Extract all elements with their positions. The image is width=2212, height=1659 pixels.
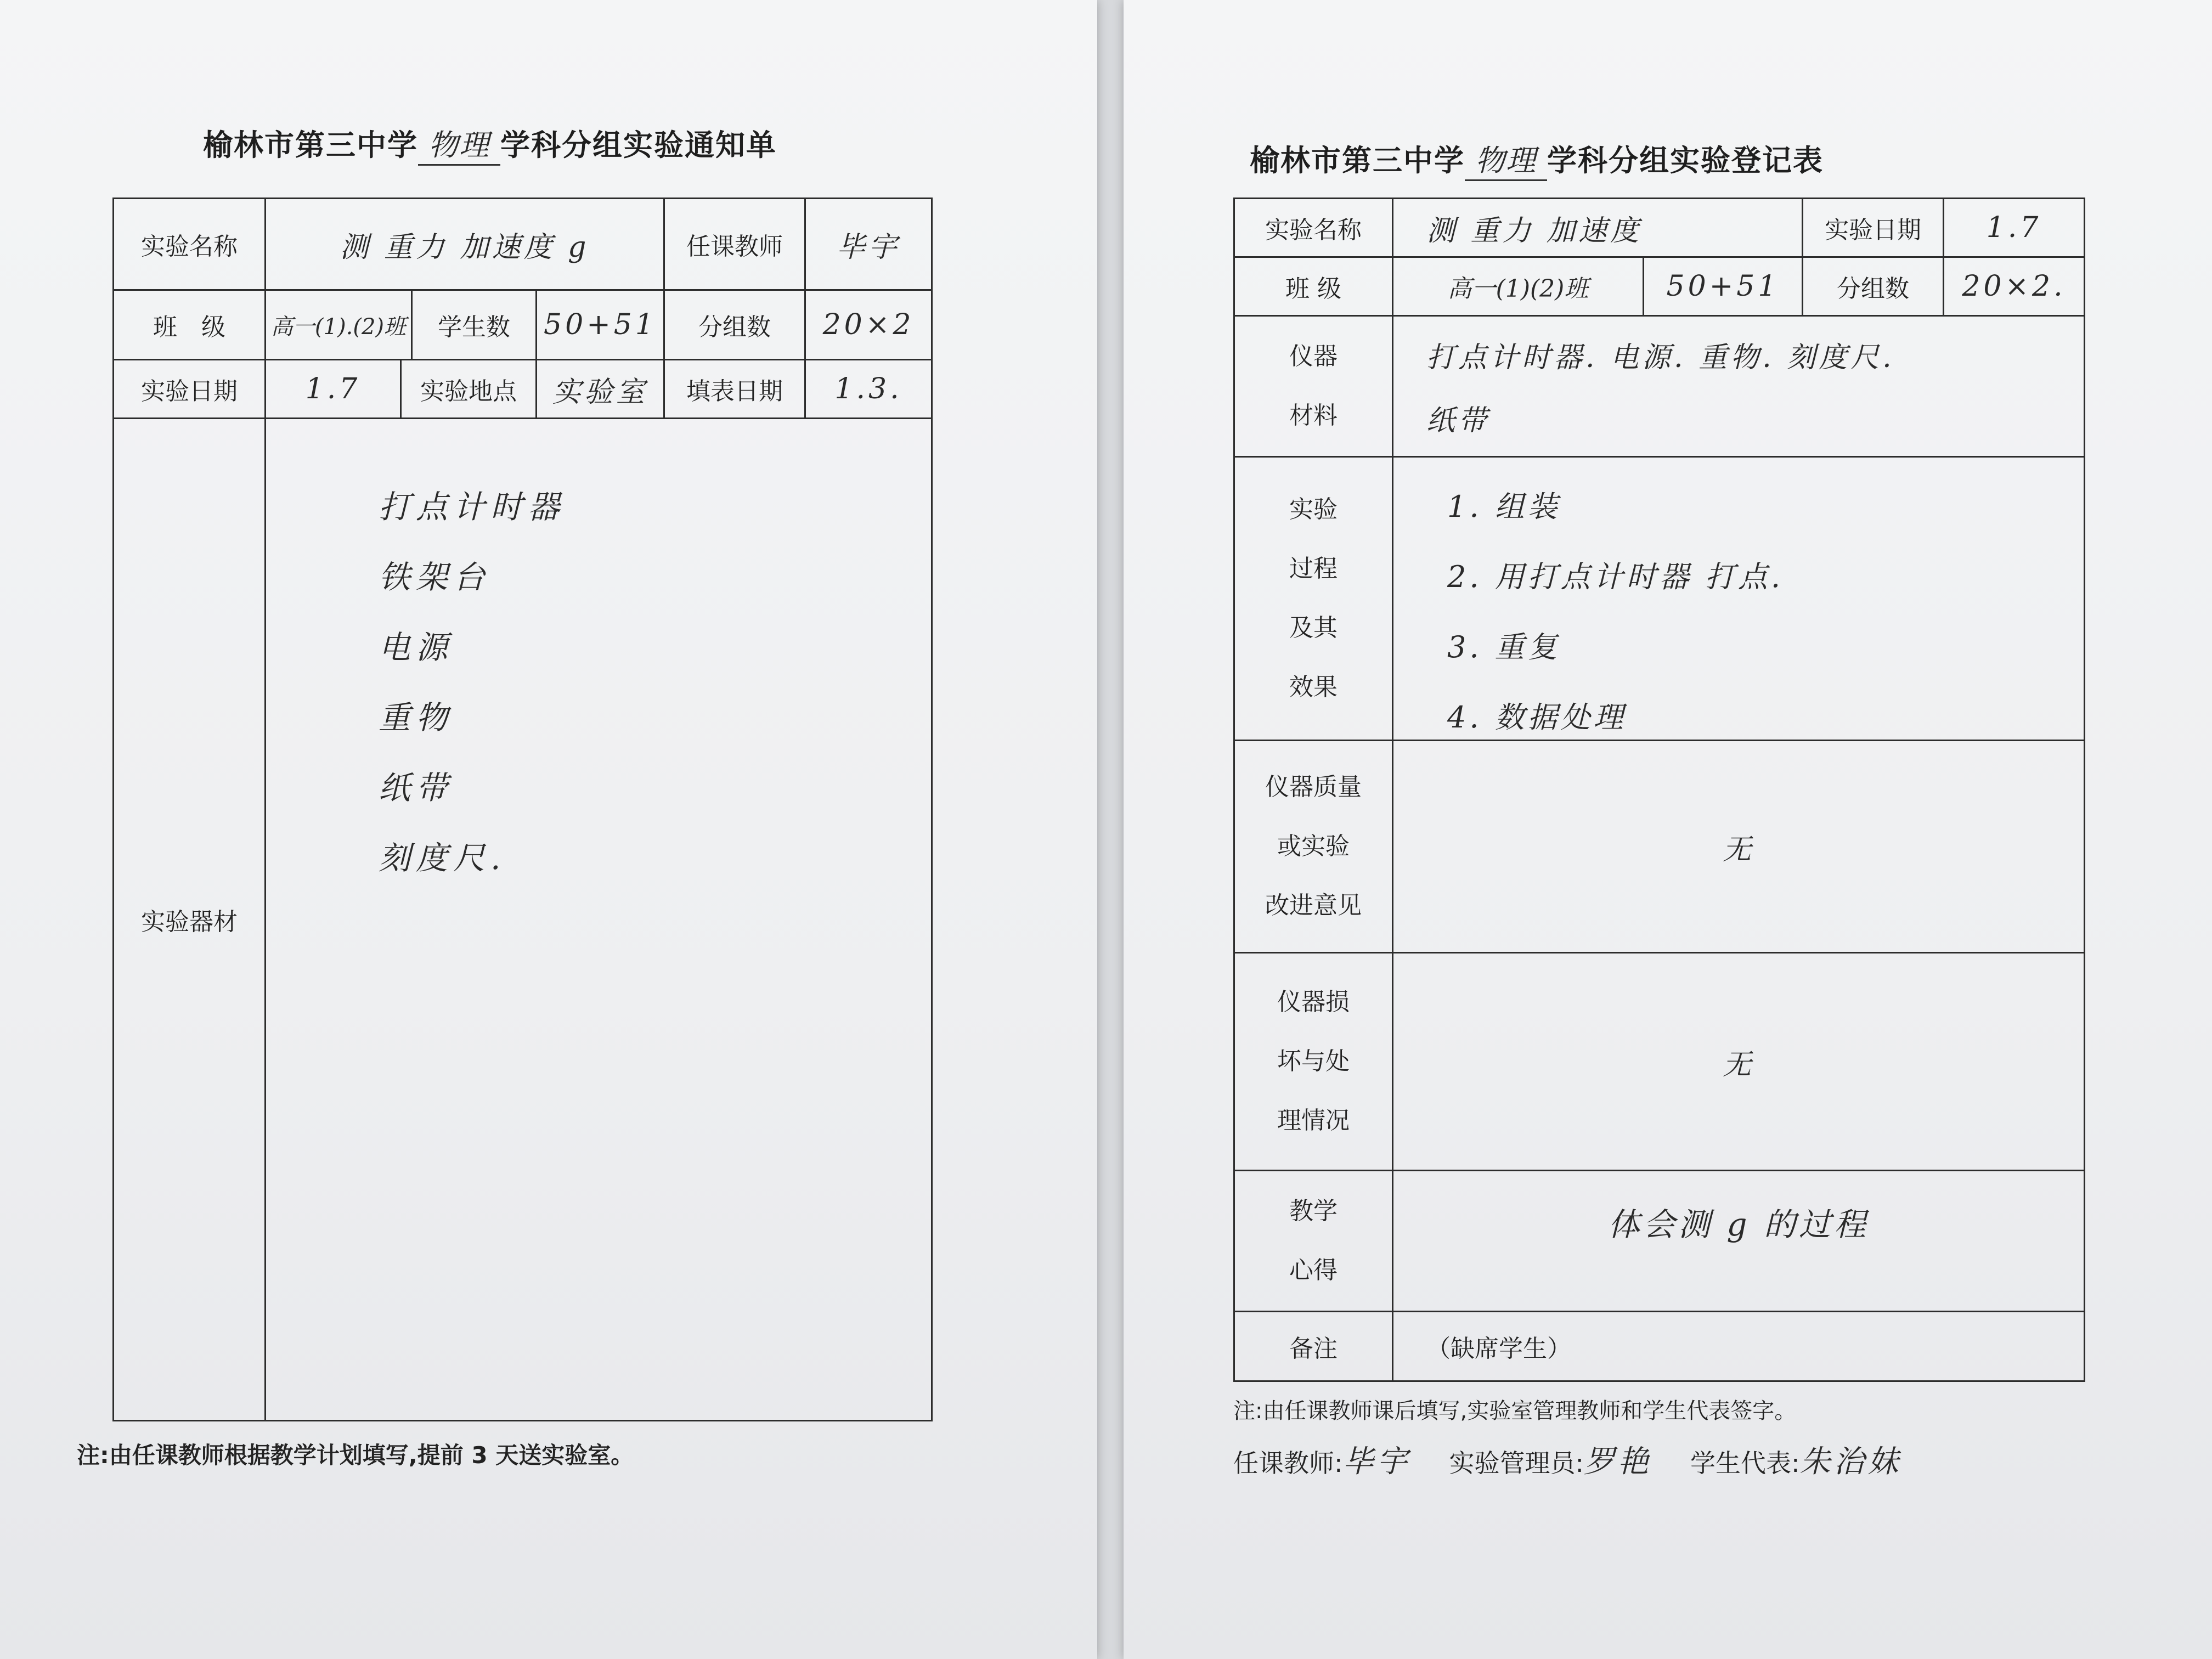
title-suffix: 学科分组实验通知单 bbox=[500, 128, 777, 162]
value-group-count: 20×2. bbox=[1943, 256, 2085, 317]
process-step: 1. 组装 bbox=[1447, 489, 1561, 524]
equipment-list bbox=[379, 472, 565, 893]
label-class: 班 级 bbox=[112, 289, 266, 360]
notification-title bbox=[203, 122, 777, 166]
title-subject-handwritten: 物理 bbox=[418, 122, 500, 166]
title-prefix: 榆林市第三中学 bbox=[203, 128, 418, 162]
label-line: 效果 bbox=[1289, 673, 1338, 701]
label-location: 实验地点 bbox=[400, 359, 537, 419]
value-quality: 无 bbox=[1392, 740, 2085, 953]
label-reflection bbox=[1233, 1170, 1393, 1312]
student-sign-label: 学生代表: bbox=[1690, 1448, 1800, 1478]
equipment-item: 纸带 bbox=[379, 769, 454, 806]
label-class: 班 级 bbox=[1233, 256, 1393, 317]
label-experiment-name: 实验名称 bbox=[1233, 198, 1393, 258]
label-line: 或实验 bbox=[1277, 832, 1350, 860]
label-remarks: 备注 bbox=[1233, 1311, 1393, 1382]
value-teacher: 毕宇 bbox=[804, 198, 933, 291]
label-fill-date: 填表日期 bbox=[663, 359, 806, 419]
value-location: 实验室 bbox=[535, 359, 665, 419]
value-group-count: 20×2 bbox=[804, 289, 933, 360]
label-line: 教学 bbox=[1289, 1197, 1338, 1225]
value-remarks: （缺席学生） bbox=[1392, 1311, 2085, 1382]
label-line: 心得 bbox=[1289, 1256, 1338, 1284]
label-date: 实验日期 bbox=[112, 359, 266, 419]
label-group-count: 分组数 bbox=[663, 289, 806, 360]
signature-row bbox=[1233, 1437, 1902, 1481]
label-line: 及其 bbox=[1289, 614, 1338, 642]
notification-footnote: 注:由任课教师根据教学计划填写,提前 3 天送实验室。 bbox=[77, 1442, 634, 1469]
process-step: 3. 重复 bbox=[1447, 630, 1561, 664]
registration-title bbox=[1250, 137, 1824, 181]
student-signature: 朱治妹 bbox=[1799, 1444, 1902, 1480]
instruments-line: 纸带 bbox=[1426, 404, 1491, 437]
registration-footnote: 注:由任课教师课后填写,实验室管理教师和学生代表签字。 bbox=[1233, 1398, 1797, 1424]
value-damage: 无 bbox=[1392, 952, 2085, 1171]
label-line: 改进意见 bbox=[1265, 891, 1362, 919]
label-line: 坏与处 bbox=[1277, 1047, 1350, 1075]
equipment-item: 电源 bbox=[379, 629, 454, 666]
label-group-count: 分组数 bbox=[1802, 256, 1944, 317]
label-line: 材料 bbox=[1289, 402, 1338, 430]
value-class: 高一(1).(2)班 bbox=[264, 289, 413, 360]
equipment-box bbox=[264, 417, 933, 1421]
value-student-count: 50+51 bbox=[535, 289, 665, 360]
label-equipment: 实验器材 bbox=[112, 417, 266, 1421]
title-suffix: 学科分组实验登记表 bbox=[1547, 143, 1824, 178]
label-instruments bbox=[1233, 315, 1393, 458]
manager-sign-label: 实验管理员: bbox=[1449, 1448, 1584, 1478]
label-line: 理情况 bbox=[1277, 1107, 1350, 1135]
registration-sheet bbox=[1124, 0, 2212, 1659]
label-damage bbox=[1233, 952, 1393, 1171]
value-reflection: 体会测 g 的过程 bbox=[1392, 1170, 2085, 1312]
label-line: 仪器 bbox=[1289, 342, 1338, 370]
value-experiment-name: 测 重力 加速度 g bbox=[264, 198, 665, 291]
equipment-item: 重物 bbox=[379, 699, 454, 736]
process-steps bbox=[1447, 472, 1784, 753]
value-date: 1.7 bbox=[1943, 198, 2085, 258]
equipment-item: 铁架台 bbox=[379, 558, 491, 596]
label-quality bbox=[1233, 740, 1393, 953]
label-line: 过程 bbox=[1289, 555, 1338, 583]
label-line: 仪器质量 bbox=[1265, 773, 1362, 801]
equipment-item: 打点计时器 bbox=[379, 488, 566, 526]
value-class: 高一(1)(2)班 bbox=[1392, 256, 1644, 317]
label-process bbox=[1233, 456, 1393, 741]
label-line: 仪器损 bbox=[1277, 988, 1350, 1016]
label-experiment-name: 实验名称 bbox=[112, 198, 266, 291]
label-date: 实验日期 bbox=[1802, 198, 1944, 258]
instruments-box bbox=[1392, 315, 2085, 458]
equipment-item: 刻度尺. bbox=[379, 839, 506, 877]
label-line: 实验 bbox=[1289, 495, 1338, 523]
value-experiment-name: 测 重力 加速度 bbox=[1392, 198, 1803, 258]
label-student-count: 学生数 bbox=[411, 289, 537, 360]
value-student-count: 50+51 bbox=[1643, 256, 1803, 317]
process-step: 4. 数据处理 bbox=[1447, 700, 1627, 735]
teacher-sign-label: 任课教师: bbox=[1233, 1448, 1343, 1478]
value-date: 1.7 bbox=[264, 359, 402, 419]
process-step: 2. 用打点计时器 打点. bbox=[1447, 560, 1784, 594]
teacher-signature: 毕宇 bbox=[1342, 1444, 1411, 1480]
notification-sheet bbox=[0, 0, 1097, 1659]
title-subject-handwritten: 物理 bbox=[1465, 137, 1547, 181]
value-fill-date: 1.3. bbox=[804, 359, 933, 419]
title-prefix: 榆林市第三中学 bbox=[1250, 143, 1465, 178]
manager-signature: 罗艳 bbox=[1584, 1444, 1652, 1480]
label-teacher: 任课教师 bbox=[663, 198, 806, 291]
instruments-line: 打点计时器. 电源. 重物. 刻度尺. bbox=[1426, 341, 1895, 374]
